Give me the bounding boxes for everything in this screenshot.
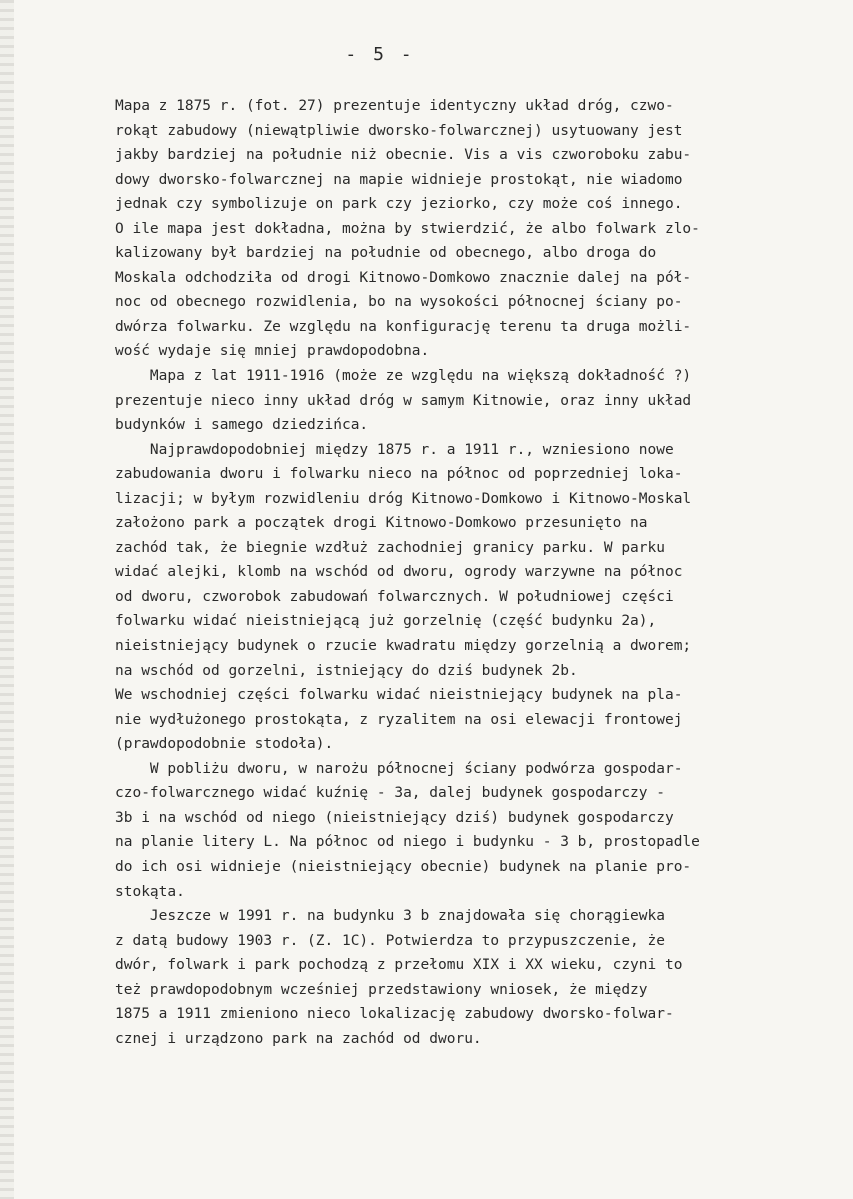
text-line: Mapa z 1875 r. (fot. 27) prezentuje identyczny układ dróg, czwo- [115,98,674,114]
text-line: zachód tak, że biegnie wzdłuż zachodniej granicy parku. W parku [115,539,665,556]
text-line: nie wydłużonego prostokąta, z ryzalitem na osi elewacji frontowej [115,711,683,728]
text-line: dwórza folwarku. Ze względu na konfigurację terenu ta druga możli- [115,318,692,335]
text-line: folwarku widać nieistniejącą już gorzelnię (część budynku 2a), [115,613,657,630]
text-line: We wschodniej części folwarku widać nieistniejący budynek na pla- [115,687,683,704]
document-body [115,94,815,1051]
text-line: Jeszcze w 1991 r. na budynku 3 b znajdowała się chorągiewka [115,908,665,925]
text-line: dwór, folwark i park pochodzą z przełomu XIX i XX wieku, czyni to [115,957,683,974]
text-line: cznej i urządzono park na zachód od dworu. [115,1030,482,1047]
text-line: do ich osi widnieje (nieistniejący obecnie) budynek na planie pro- [115,858,692,875]
text-line: na wschód od gorzelni, istniejący do dziś budynek 2b. [115,662,578,679]
text-line: zabudowania dworu i folwarku nieco na północ od poprzedniej loka- [115,466,683,483]
text-line: z datą budowy 1903 r. (Z. 1C). Potwierdza to przypuszczenie, że [115,932,665,949]
text-line: dowy dworsko-folwarcznej na mapie widnieje prostokąt, nie wiadomo [115,171,683,188]
text-line: od dworu, czworobok zabudowań folwarcznych. W południowej części [115,588,674,605]
text-line: prezentuje nieco inny układ dróg w samym Kitnowie, oraz inny układ [115,392,692,409]
text-line: noc od obecnego rozwidlenia, bo na wysokości północnej ściany po- [115,294,683,311]
text-line: rokąt zabudowy (niewątpliwie dworsko-folwarcznej) usytuowany jest [115,122,683,139]
text-line: Mapa z lat 1911-1916 (może ze względu na większą dokładność ?) [115,368,692,385]
text-line: stokąta. [115,883,185,900]
text-line: wość wydaje się mniej prawdopodobna. [115,343,430,360]
text-line: widać alejki, klomb na wschód od dworu, ogrody warzywne na północ [115,564,683,581]
text-line: Najprawdopodobniej między 1875 r. a 1911 r., wzniesiono nowe [115,441,674,458]
page-binding-edge [0,0,14,1199]
text-line: W pobliżu dworu, w narożu północnej ściany podwórza gospodar- [115,760,683,777]
text-line: założono park a początek drogi Kitnowo-Domkowo przesunięto na [115,515,648,532]
page-number: - 5 - [345,44,415,65]
text-line: 1875 a 1911 zmieniono nieco lokalizację zabudowy dworsko-folwar- [115,1006,674,1023]
text-line: 3b i na wschód od niego (nieistniejący dziś) budynek gospodarczy [115,809,674,826]
text-line: O ile mapa jest dokładna, można by stwierdzić, że albo folwark zlo- [115,220,700,237]
text-line: też prawdopodobnym wcześniej przedstawiony wniosek, że między [115,981,648,998]
text-line: nieistniejący budynek o rzucie kwadratu między gorzelnią a dworem; [115,638,692,655]
text-line: na planie litery L. Na północ od niego i budynku - 3 b, prostopadle [115,834,700,851]
text-line: kalizowany był bardziej na południe od obecnego, albo droga do [115,245,657,262]
text-line: czo-folwarcznego widać kuźnię - 3a, dalej budynek gospodarczy - [115,785,665,802]
text-line: Moskala odchodziła od drogi Kitnowo-Domkowo znacznie dalej na pół- [115,269,692,286]
text-line: (prawdopodobnie stodoła). [115,736,334,753]
text-line: jakby bardziej na południe niż obecnie. Vis a vis czworoboku zabu- [115,147,692,164]
text-line: budynków i samego dziedzińca. [115,417,369,434]
text-line: jednak czy symbolizuje on park czy jeziorko, czy może coś innego. [115,196,683,213]
text-line: lizacji; w byłym rozwidleniu dróg Kitnowo-Domkowo i Kitnowo-Moskal [115,490,692,507]
